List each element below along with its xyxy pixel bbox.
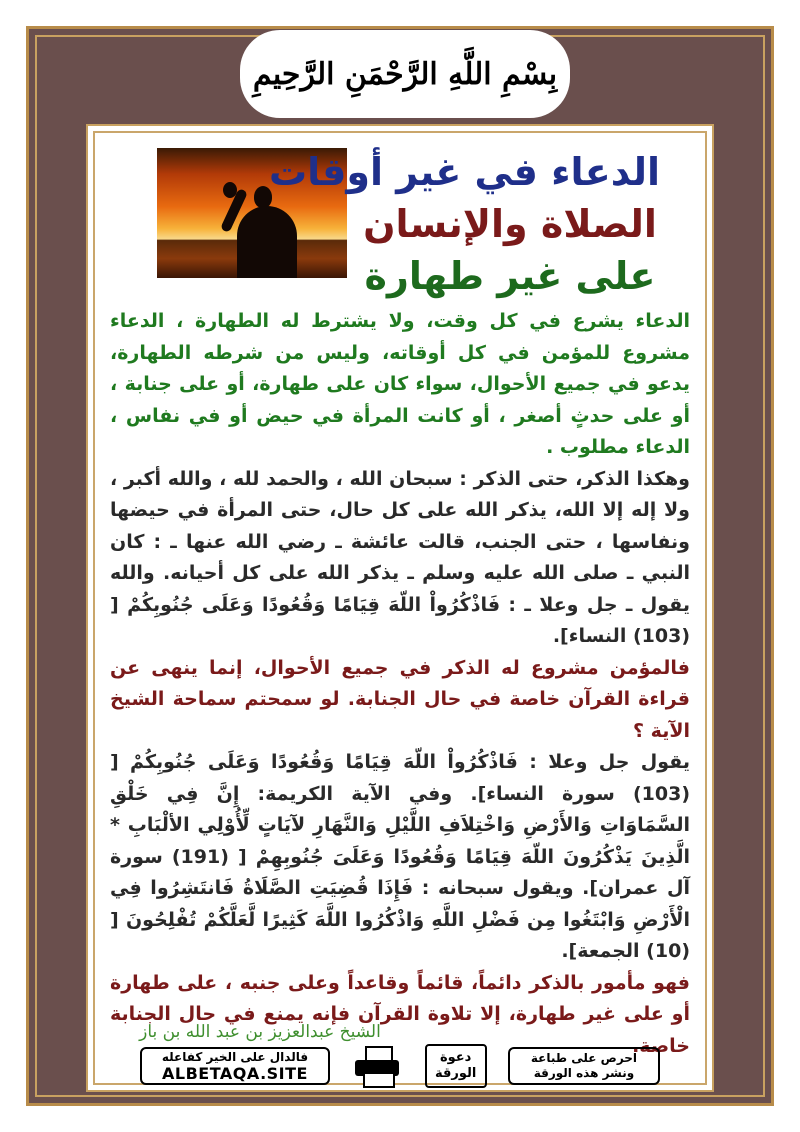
reminder-line-1: احرص على طباعة bbox=[530, 1051, 638, 1065]
print-reminder-box bbox=[508, 1047, 660, 1085]
logo-line-2: الورقة bbox=[434, 1066, 477, 1081]
footer-bar bbox=[140, 1042, 660, 1090]
reminder-line-2: ونشر هذه الورقة bbox=[533, 1066, 635, 1080]
paragraph-5: فهو مأمور بالذكر دائماً، قائماً وقاعداً وعلى جنبه ، على طهارة أو على غير طهارة، إلا تلاوة القرآن فإنه يمنع في حال الجنابة خاصة. bbox=[110, 971, 690, 1057]
title-line-1: الدعاء في غير أوقات bbox=[268, 150, 660, 194]
printer-icon bbox=[351, 1046, 403, 1086]
dawah-paper-logo bbox=[425, 1044, 487, 1088]
article-body bbox=[110, 306, 690, 1062]
title-line-3: على غير طهارة bbox=[364, 254, 656, 298]
page-title bbox=[268, 146, 660, 302]
paragraph-2: وهكذا الذكر، حتى الذكر : سبحان الله ، والحمد لله ، والله أكبر ، ولا إله إلا الله، يذكر الله على كل حال، حتى المرأة في حيضها ونفاسها ، حتى الجنب، قالت عائشة ـ رضي الله عنها ـ : كان النبي ـ صلى الله عليه وسلم ـ يذكر الله على كل أحيانه. والله يقول ـ جل وعلا ـ : فَاذْكُرُواْ اللّهَ قِيَامًا وَقُعُودًا وَعَلَى جُنُوبِكُمْ [ (103) النساء]. bbox=[110, 467, 690, 647]
silhouette-body bbox=[237, 206, 297, 278]
paragraph-3: فالمؤمن مشروع له الذكر في جميع الأحوال، إنما ينهى عن قراءة القرآن خاصة في حال الجنابة. لو سمحتم سماحة الشيخ الآية ؟ bbox=[110, 656, 690, 742]
title-line-2: الصلاة والإنسان bbox=[363, 202, 657, 246]
site-box bbox=[140, 1047, 330, 1085]
paragraph-4: يقول جل وعلا : فَاذْكُرُواْ اللّهَ قِيَامًا وَقُعُودًا وَعَلَى جُنُوبِكُمْ [ (103) سورة النساء]. وفي الآية الكريمة: إِنَّ فِي خَلْقِ السَّمَاوَاتِ وَالأَرْضِ وَاخْتِلاَفِ اللَّيْلِ وَالنَّهَارِ لآيَاتٍ لِّأُوْلِي الألْبَابِ * الَّذِينَ يَذْكُرُونَ اللّهَ قِيَامًا وَقُعُودًا وَعَلَىَ جُنُوبِهِمْ [ (191) سورة آل عمران]. ويقول سبحانه : فَإِذَا قُضِيَتِ الصَّلَاةُ فَانتَشِرُوا فِي الْأَرْضِ وَابْتَغُوا مِن فَضْلِ اللَّهِ وَاذْكُرُوا اللَّهَ كَثِيرًا لَّعَلَّكُمْ تُفْلِحُونَ [ (10) الجمعة]. bbox=[110, 751, 690, 962]
logo-line-1: دعوة bbox=[439, 1050, 472, 1065]
bismillah-calligraphy: بِسْمِ اللَّهِ الرَّحْمَنِ الرَّحِيمِ bbox=[240, 30, 570, 118]
silhouette-hand bbox=[223, 182, 237, 198]
paragraph-1: الدعاء يشرع في كل وقت، ولا يشترط له الطهارة ، الدعاء مشروع للمؤمن في كل أوقاته، وليس من شرطه الطهارة، يدعو في جميع الأحوال، سواء كان على طهارة، أو على جنابة ، أو على حدثٍ أصغر ، أو كانت المرأة في حيض أو في نفاس ، الدعاء مطلوب . bbox=[110, 310, 690, 458]
author-signature: الشيخ عبدالعزيز بن عبد الله بن باز bbox=[139, 1022, 381, 1042]
site-link[interactable]: ALBETAQA.SITE bbox=[162, 1063, 308, 1083]
slogan-text: فالدال على الخير كفاعله bbox=[161, 1049, 309, 1064]
